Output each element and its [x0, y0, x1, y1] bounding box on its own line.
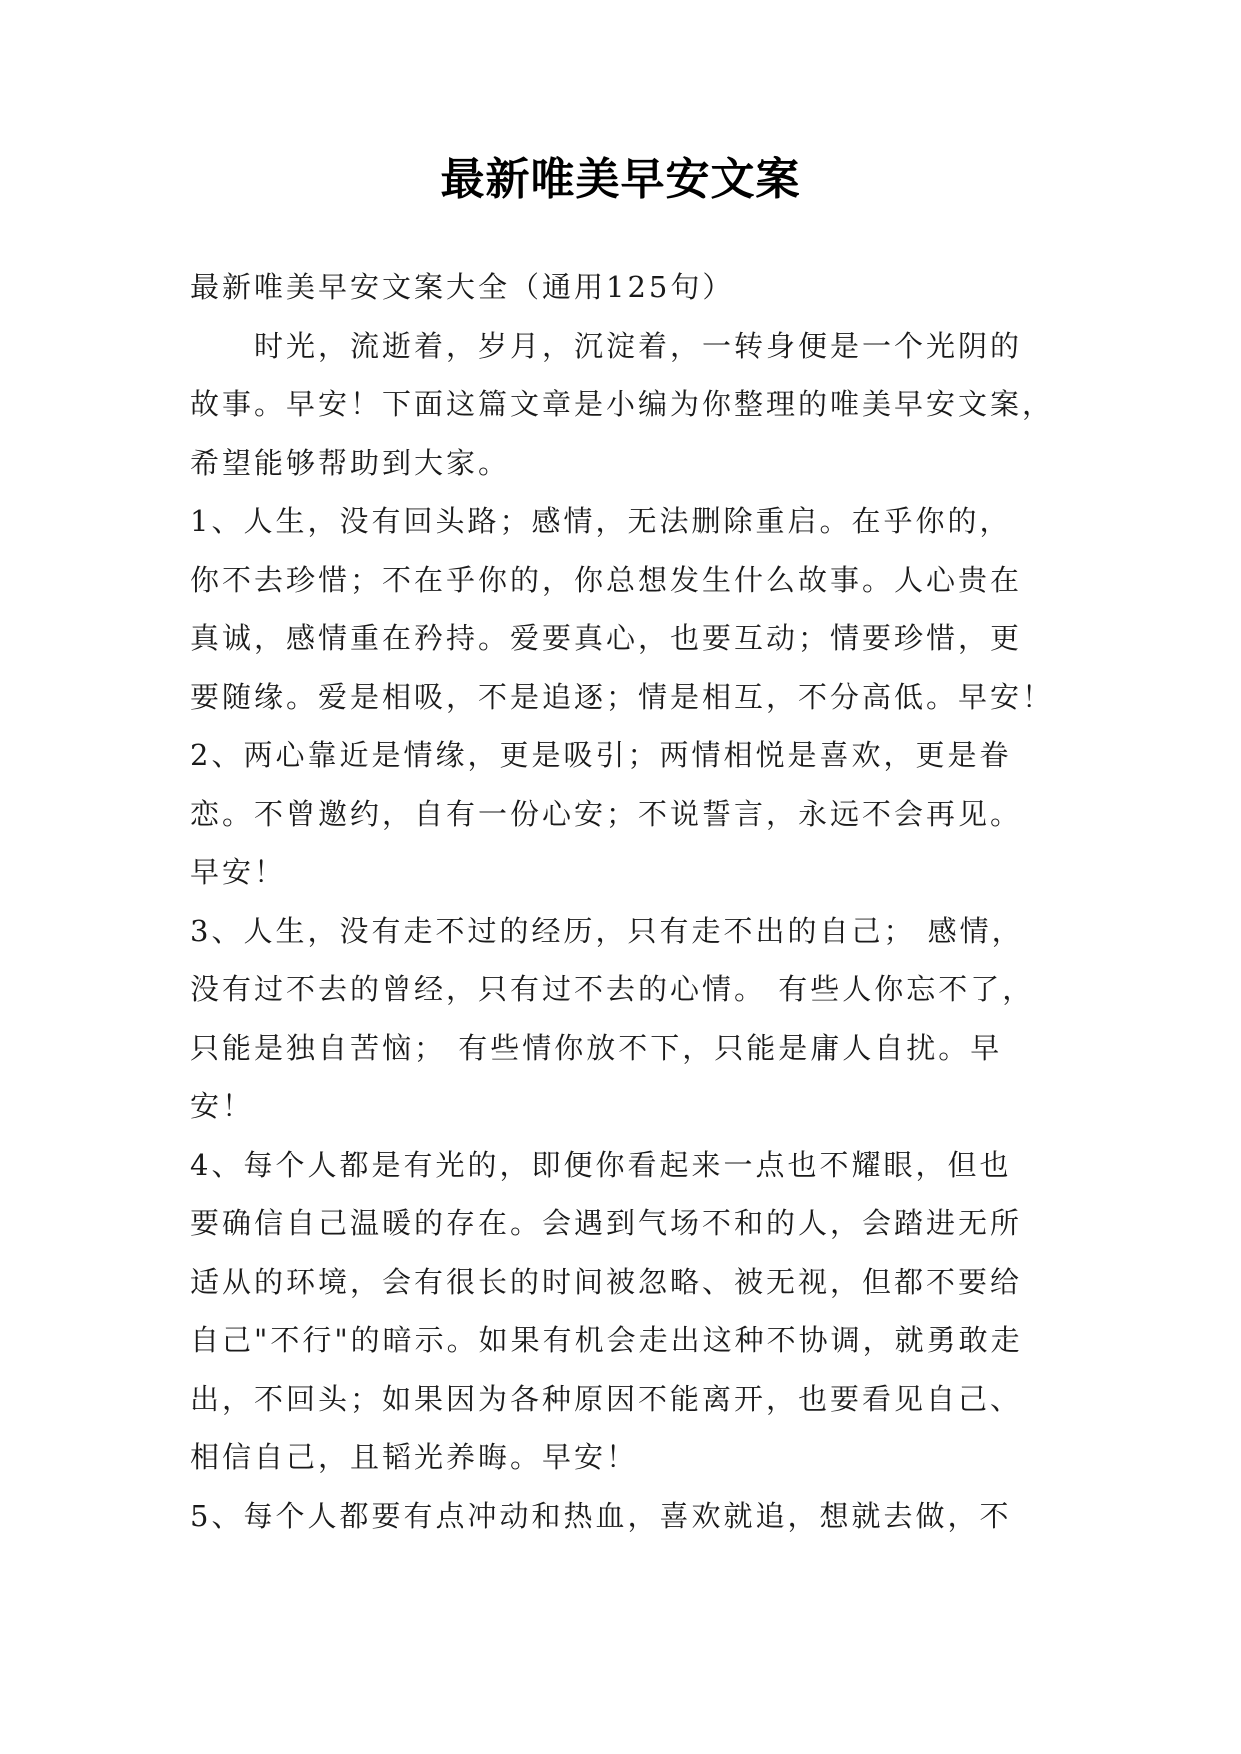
body-line: 时光，流逝着，岁月，沉淀着，一转身便是一个光阴的: [190, 328, 1023, 363]
body-line: 你不去珍惜；不在乎你的，你总想发生什么故事。人心贵在: [190, 562, 1023, 597]
body-line: 真诚，感情重在矜持。爱要真心，也要互动；情要珍惜，更: [190, 621, 1023, 655]
body-line-subtitle: 最新唯美早安文案大全（通用125句）: [190, 270, 735, 304]
body-line: 出，不回头；如果因为各种原因不能离开，也要看见自己、: [190, 1381, 1023, 1416]
body-line: 只能是独自苦恼； 有些情你放不下，只能是庸人自扰。早: [190, 1030, 1003, 1065]
body-line: 自己"不行"的暗示。如果有机会走出这种不协调，就勇敢走: [190, 1323, 1023, 1357]
body-line: 要随缘。爱是相吸，不是追逐；情是相互，不分高低。早安！: [190, 679, 1055, 714]
body-line: 要确信自己温暖的存在。会遇到气场不和的人，会踏进无所: [190, 1206, 1023, 1240]
body-line: 没有过不去的曾经，只有过不去的心情。 有些人你忘不了，: [190, 972, 1035, 1006]
body-line: 安！: [190, 1089, 255, 1123]
body-line: 3、人生，没有走不过的经历，只有走不出的自己； 感情，: [190, 913, 1024, 948]
body-line: 5、每个人都要有点冲动和热血，喜欢就追，想就去做，不: [190, 1498, 1012, 1533]
document-body: [190, 258, 1070, 1545]
body-line: 2、两心靠近是情缘，更是吸引；两情相悦是喜欢，更是眷: [190, 738, 1012, 772]
body-line: 故事。早安！下面这篇文章是小编为你整理的唯美早安文案，: [190, 387, 1055, 421]
body-line: 相信自己，且韬光养晦。早安！: [190, 1440, 639, 1474]
body-line: 早安！: [190, 855, 287, 889]
body-line: 希望能够帮助到大家。: [190, 445, 511, 480]
body-line: 适从的环境，会有很长的时间被忽略、被无视，但都不要给: [190, 1264, 1023, 1299]
document-title: 最新唯美早安文案: [440, 154, 801, 205]
body-line: 4、每个人都是有光的，即便你看起来一点也不耀眼，但也: [190, 1147, 1012, 1182]
body-line: 恋。不曾邀约，自有一份心安；不说誓言，永远不会再见。: [190, 796, 1023, 831]
body-line: 1、人生，没有回头路；感情，无法删除重启。在乎你的，: [190, 504, 1012, 538]
